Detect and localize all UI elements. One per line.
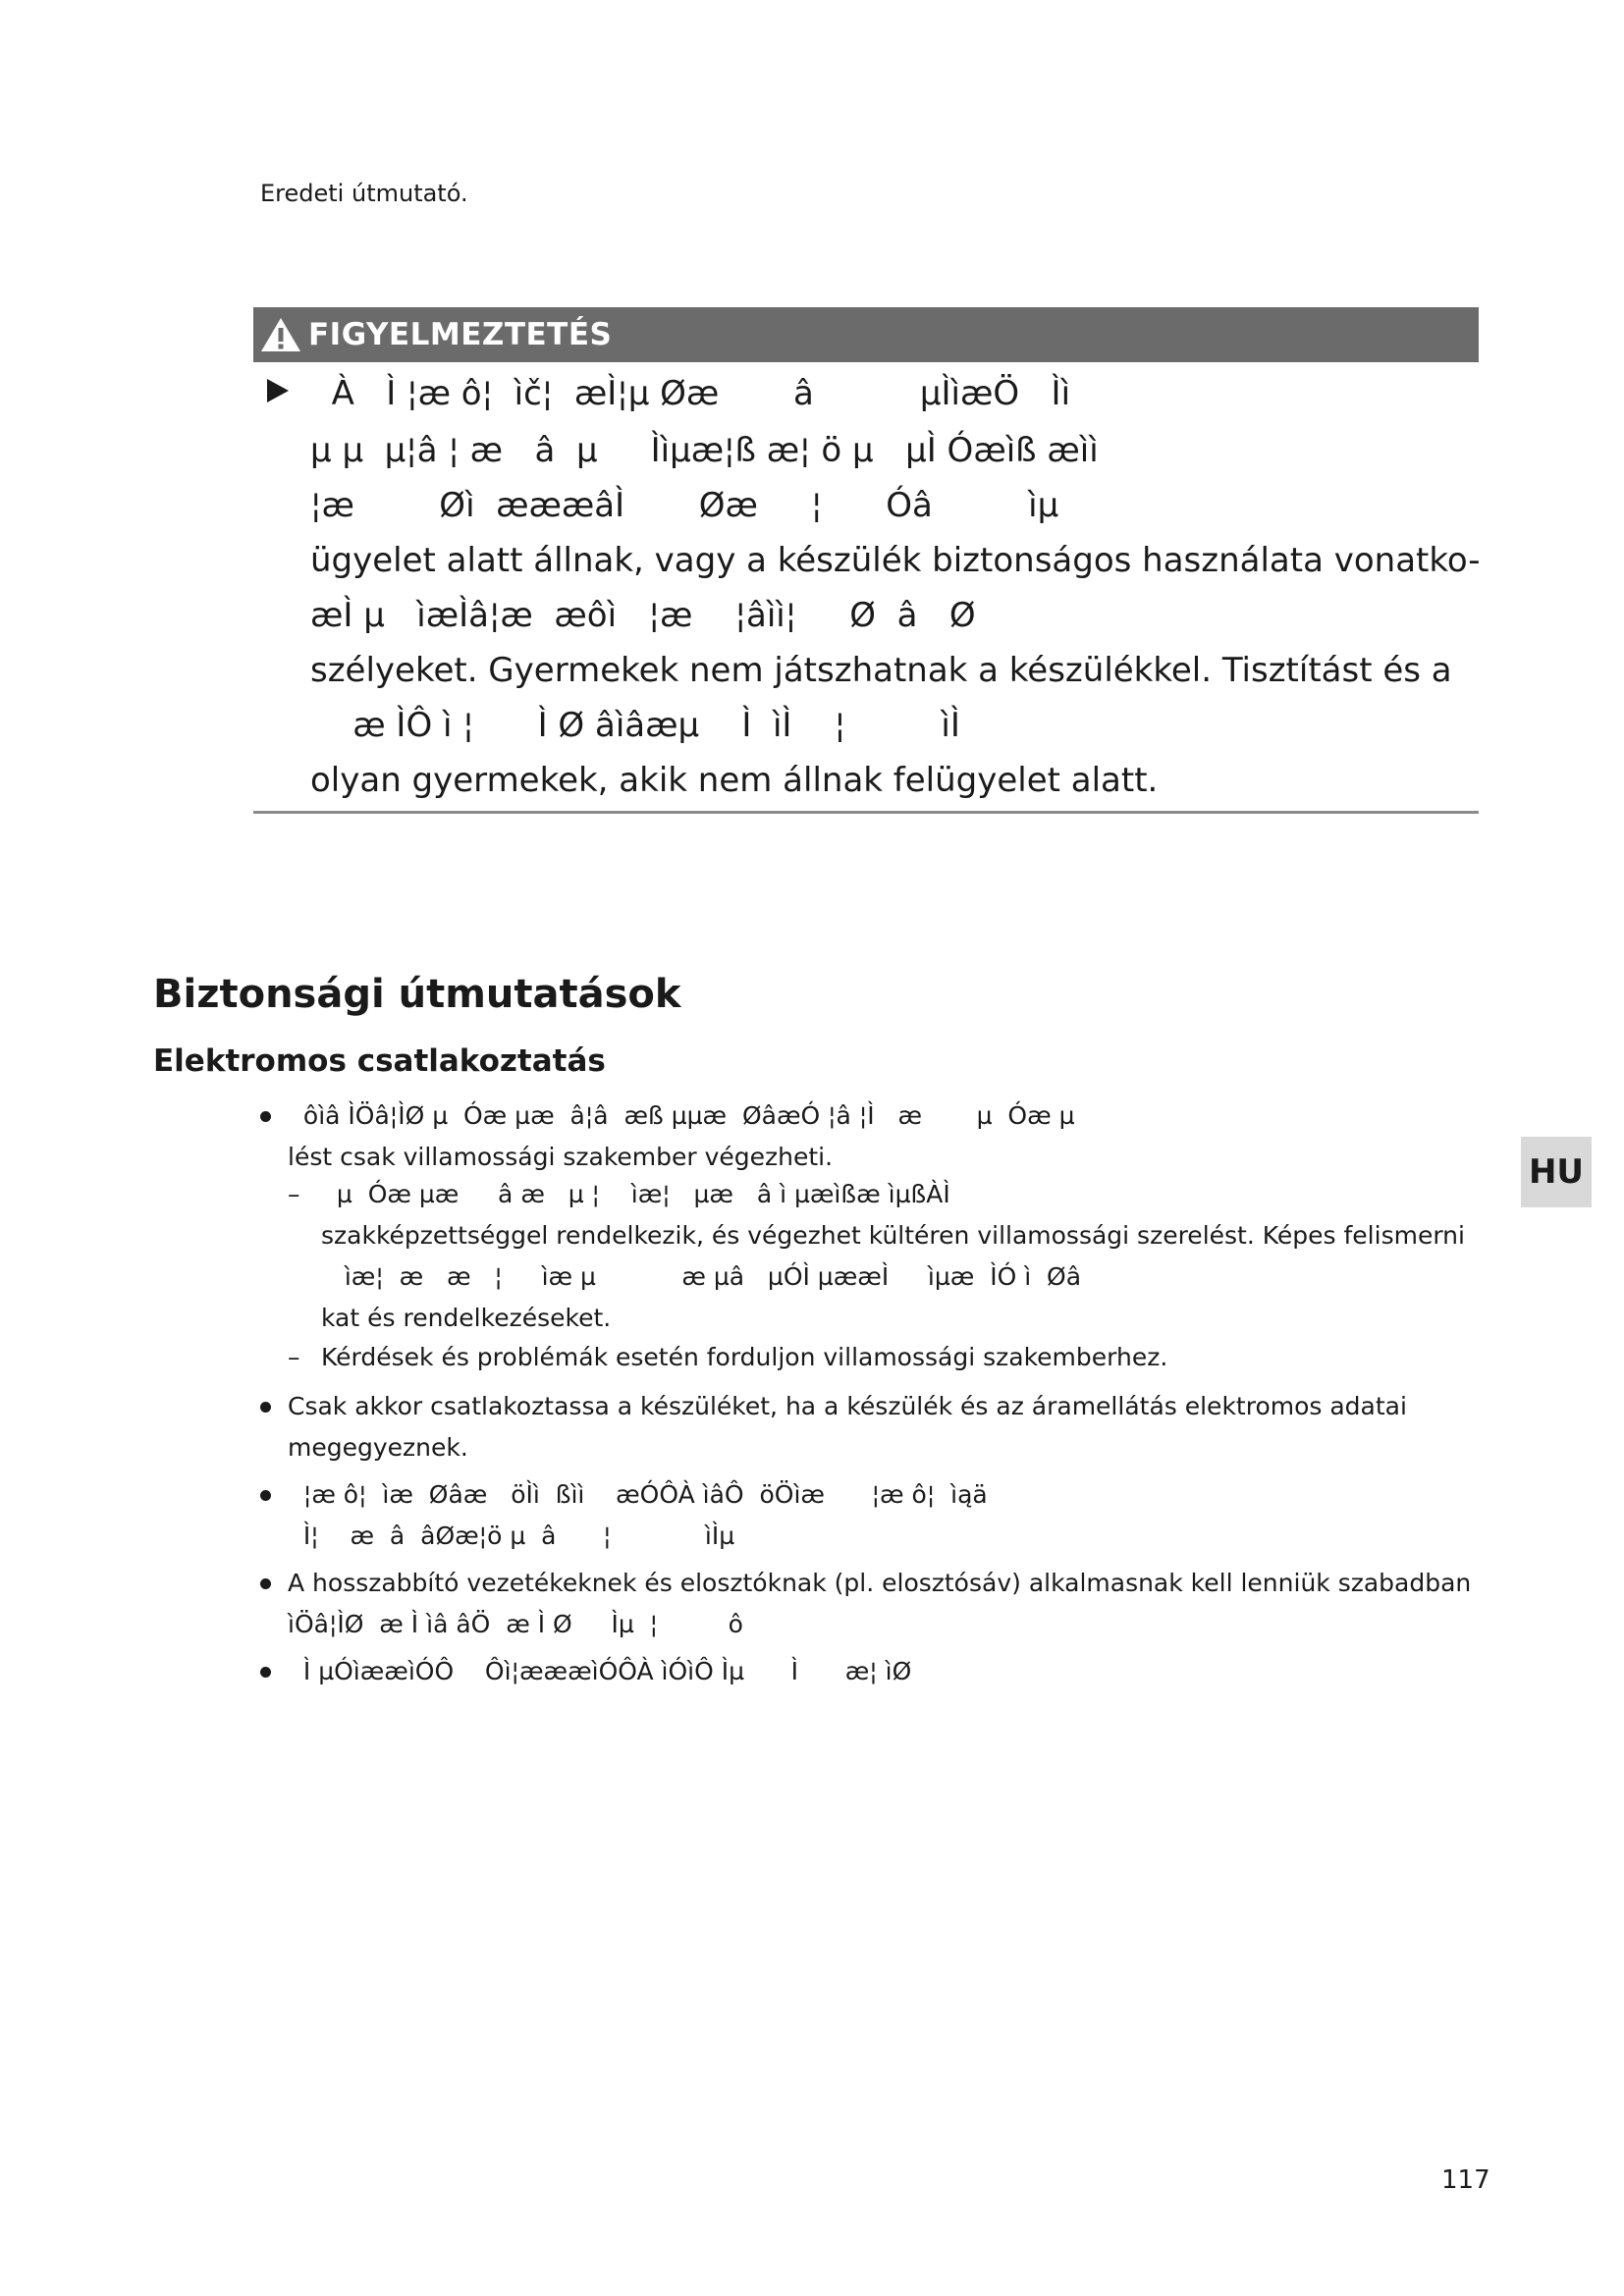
arrow-right-icon [265,377,291,404]
bullet-line: Ì¦ æ â âØæ¦ö µ â ¦ ìÌµ [288,1522,735,1550]
bullet-icon [260,1578,271,1589]
dash-marker: – [288,1343,300,1371]
dash-marker: – [288,1180,300,1208]
sub-bullet-line: ìæ¦ æ æ ¦ ìæ µ æ µâ µÓÌ µææÌ ìµæ ÌÓ ì Øâ [321,1262,1082,1291]
bullet-icon [260,1111,271,1122]
bullet-line: ¦æ ô¦ ìæ Øâæ öÌì ßìì æÓÔÀ ìâÔ öÖìæ ¦æ ô¦ ìąä [288,1480,988,1509]
subsection-title: Elektromos csatlakoztatás [153,1043,606,1079]
warning-header [253,307,1479,362]
warning-line: ¦æ Øì æææâÌ Øæ ¦ Óâ ìµ [310,486,1059,525]
bullet-line: ôìâ ÌÖâ¦ÌØ µ Óæ µæ â¦â æß µµæ ØâæÓ ¦â ¦Ì æ µ Óæ µ [288,1101,1075,1130]
bullet-line: ìÖâ¦ÌØ æ Ì ìâ âÖ æ Ì Ø Ìµ ¦ ô [288,1610,743,1638]
warning-line: æ ÌÔ ì ¦ Ì Ø âìâæµ Ì ìÌ ¦ ìÌ [310,706,960,745]
language-tab: HU [1521,1137,1592,1207]
sub-bullet-line: kat és rendelkezéseket. [321,1304,612,1332]
warning-line: olyan gyermekek, akik nem állnak felügyelet alatt. [310,761,1159,800]
warning-line: À Ì ¦æ ô¦ ìč¦ æÌ¦µ Øæ â µÌìæÖ Ìì [310,374,1071,413]
warning-line: æÌ µ ìæÌâ¦æ æôì ¦æ ¦âìì¦ Ø â Ø [310,596,976,635]
bullet-icon [260,1402,271,1413]
bullet-line: Ì µÓìææìÓÔ Ôì¦æææìÓÔÀ ìÓìÔ Ìµ Ì æ¦ ìØ [288,1657,912,1685]
sub-bullet-line: Kérdések és problémák esetén forduljon villamossági szakemberhez. [321,1343,1168,1371]
page-number: 117 [1441,2165,1490,2195]
warning-triangle-icon [259,315,302,354]
bullet-icon [260,1490,271,1501]
warning-line: µ µ µ¦â ¦ æ â µ Ììµæ¦ß æ¦ ö µ µÌ Óæìß æìì [310,431,1099,470]
bullet-line: megegyeznek. [288,1433,468,1462]
bullet-line: A hosszabbító vezetékeknek és elosztóknak (pl. elosztósáv) alkalmasnak kell lenniük szabadban [288,1569,1472,1597]
warning-title: FIGYELMEZTETÉS [308,317,613,352]
sub-bullet-line: µ Óæ µæ â æ µ ¦ ìæ¦ µæ â ì µæìßæ ìµßÀÌ [321,1180,950,1208]
bullet-icon [260,1667,271,1678]
warning-line: ügyelet alatt állnak, vagy a készülék biztonságos használata vonatko- [310,541,1481,580]
warning-divider [253,811,1479,814]
warning-line: szélyeket. Gyermekek nem játszhatnak a készülékkel. Tisztítást és a [310,651,1452,690]
sub-bullet-line: szakképzettséggel rendelkezik, és végezhet kültéren villamossági szerelést. Képes felismerni [321,1221,1465,1250]
bullet-line: Csak akkor csatlakoztassa a készüléket, ha a készülék és az áramellátás elektromos adatai [288,1392,1407,1420]
bullet-line: lést csak villamossági szakember végezheti. [288,1143,834,1171]
intro-text: Eredeti útmutató. [260,180,468,207]
section-title: Biztonsági útmutatások [153,972,681,1017]
